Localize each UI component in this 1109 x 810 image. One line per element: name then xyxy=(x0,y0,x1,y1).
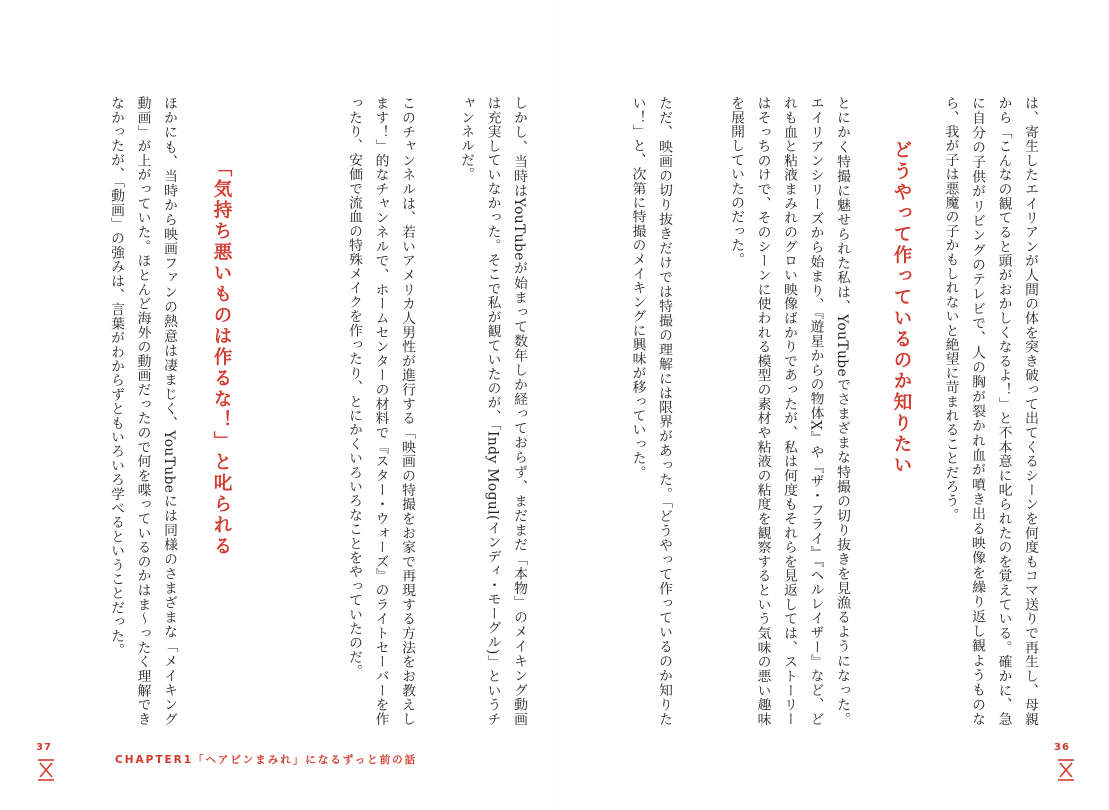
left-page-heading: 「気持ち悪いものは作るな！」と叱られる xyxy=(211,158,232,557)
right-page-para2: とにかく特撮に魅せられた私は、YouTubeでさまざまな特撮の切り抜きを見漁るようになった。エイリアンシリーズから始まり、『遊星からの物体X』や『ザ・フライ』『ヘルレイザー』など、どれも血と粘液まみれのグロい映像ばかりであったが、私は何度もそれらを見返しては、ストーリーはそっちのけで、そのシーンに使われる模型の素材や粘液の粘度を観察するという気味の悪い趣味を展開していたのだった。 xyxy=(728,96,850,726)
chapter-mark-icon xyxy=(1057,758,1075,782)
right-page-para1: は、寄生したエイリアンが人間の体を突き破って出てくるシーンを何度もコマ送りで再生し、母親から「こんなの観てると頭がおかしくなるよ！」と不本意に叱られたのを覚えている。確かに、急に自分の子供がリビングのテレビで、人の胸が裂かれ血が噴き出る映像を繰り返し観ようものなら、我が子は悪魔の子かもしれないと絶望に苛まれることだろう。 xyxy=(942,96,1038,726)
page-number-left: 37 xyxy=(36,742,52,753)
running-header: CHAPTER1「ヘアピンまみれ」になるずっと前の話 xyxy=(115,754,418,766)
right-page-para3: ただ、映画の切り抜きだけでは特撮の理解には限界があった。「どうやって作っているのか知りたい！」と、次第に特撮のメイキングに興味が移っていった。 xyxy=(629,96,672,726)
page-number-right: 36 xyxy=(1054,742,1070,753)
page-gutter xyxy=(554,0,555,810)
left-page-para3: ほかにも、当時から映画ファンの熱意は凄まじく、YouTubeには同様のさまざまな「メイキング動画」が上がっていた。ほとんど海外の動画だったので何を喋っているのかはま～ったく理解できなかったが、「動画」の強みは、言葉がわからずともいろいろ学べるということだった。 xyxy=(108,96,177,726)
chapter-mark-icon xyxy=(37,758,55,782)
right-page-heading: どうやって作っているのか知りたい xyxy=(891,140,912,476)
left-page-para2: このチャンネルは、若いアメリカ人男性が進行する「映画の特撮をお家で再現する方法をお教えします！」的なチャンネルで、ホームセンターの材料で『スター・ウォーズ』のライトセーバーを作ったり、安価で流血の特殊メイクを作ったり、とにかくいろいろなことをやっていたのだ。 xyxy=(346,96,415,726)
left-page-para1: しかし、当時はYouTubeが始まって数年しか経っておらず、まだまだ「本物」のメイキング動画は充実していなかった。そこで私が観ていたのが、「Indy Mogul(インディ・モーグル)」というチャンネルだ。 xyxy=(458,96,527,726)
